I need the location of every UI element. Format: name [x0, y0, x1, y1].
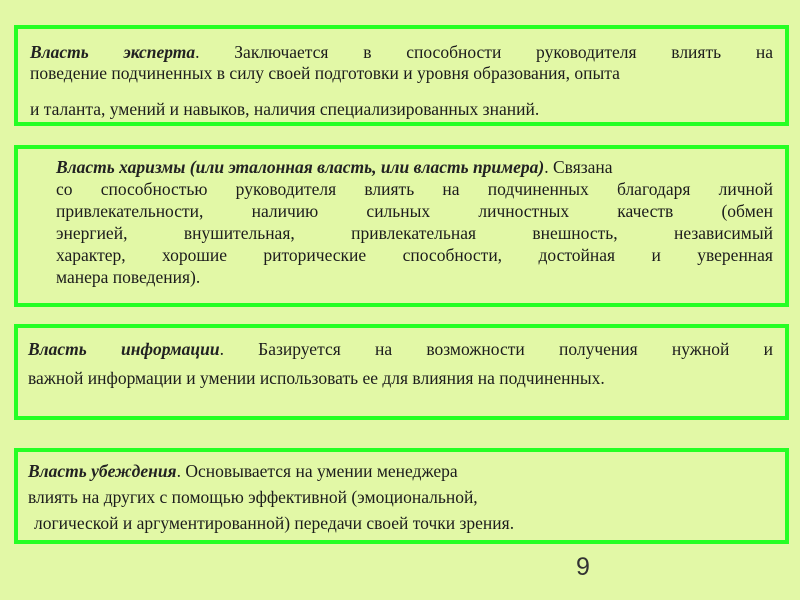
page-number: 9 — [576, 553, 590, 581]
persuasion-power-block — [14, 448, 789, 544]
charisma-power-line-2: со способностью руководителя влиять на подчиненных благодаря личной — [56, 179, 773, 199]
expert-power-term: Власть эксперта — [30, 42, 196, 62]
expert-power-line-1: Власть эксперта. Заключается в способности руководителя влиять на — [30, 42, 773, 62]
expert-power-line-3: и таланта, умений и навыков, наличия специализированных знаний. — [30, 99, 540, 119]
charisma-power-line-6: манера поведения). — [56, 267, 201, 287]
charisma-power-line-5: характер, хорошие риторические способности, достойная и уверенная — [56, 245, 773, 265]
charisma-power-block — [14, 145, 789, 307]
information-power-block — [14, 324, 789, 420]
persuasion-power-line-2: влиять на других с помощью эффективной (эмоциональной, — [28, 487, 478, 507]
persuasion-power-line-3: логической и аргументированной) передачи своей точки зрения. — [34, 513, 515, 533]
information-power-term: Власть информации — [28, 339, 220, 359]
persuasion-power-line-1: Власть убеждения. Основывается на умении менеджера — [28, 461, 458, 481]
expert-power-line-2: поведение подчиненных в силу своей подготовки и уровня образования, опыта — [30, 63, 620, 83]
charisma-power-line-1: Власть харизмы (или эталонная власть, или власть примера). Связана — [56, 157, 613, 177]
expert-power-block — [14, 25, 789, 126]
information-power-line-2: важной информации и умении использовать ее для влияния на подчиненных. — [28, 368, 605, 388]
charisma-power-line-4: энергией, внушительная, привлекательная внешность, независимый — [56, 223, 773, 243]
information-power-line-1: Власть информации. Базируется на возможности получения нужной и — [28, 339, 773, 359]
persuasion-power-term: Власть убеждения — [28, 461, 177, 481]
charisma-power-line-3: привлекательности, наличию сильных личностных качеств (обмен — [56, 201, 773, 221]
charisma-power-term: Власть харизмы (или эталонная власть, или власть примера) — [56, 157, 545, 177]
